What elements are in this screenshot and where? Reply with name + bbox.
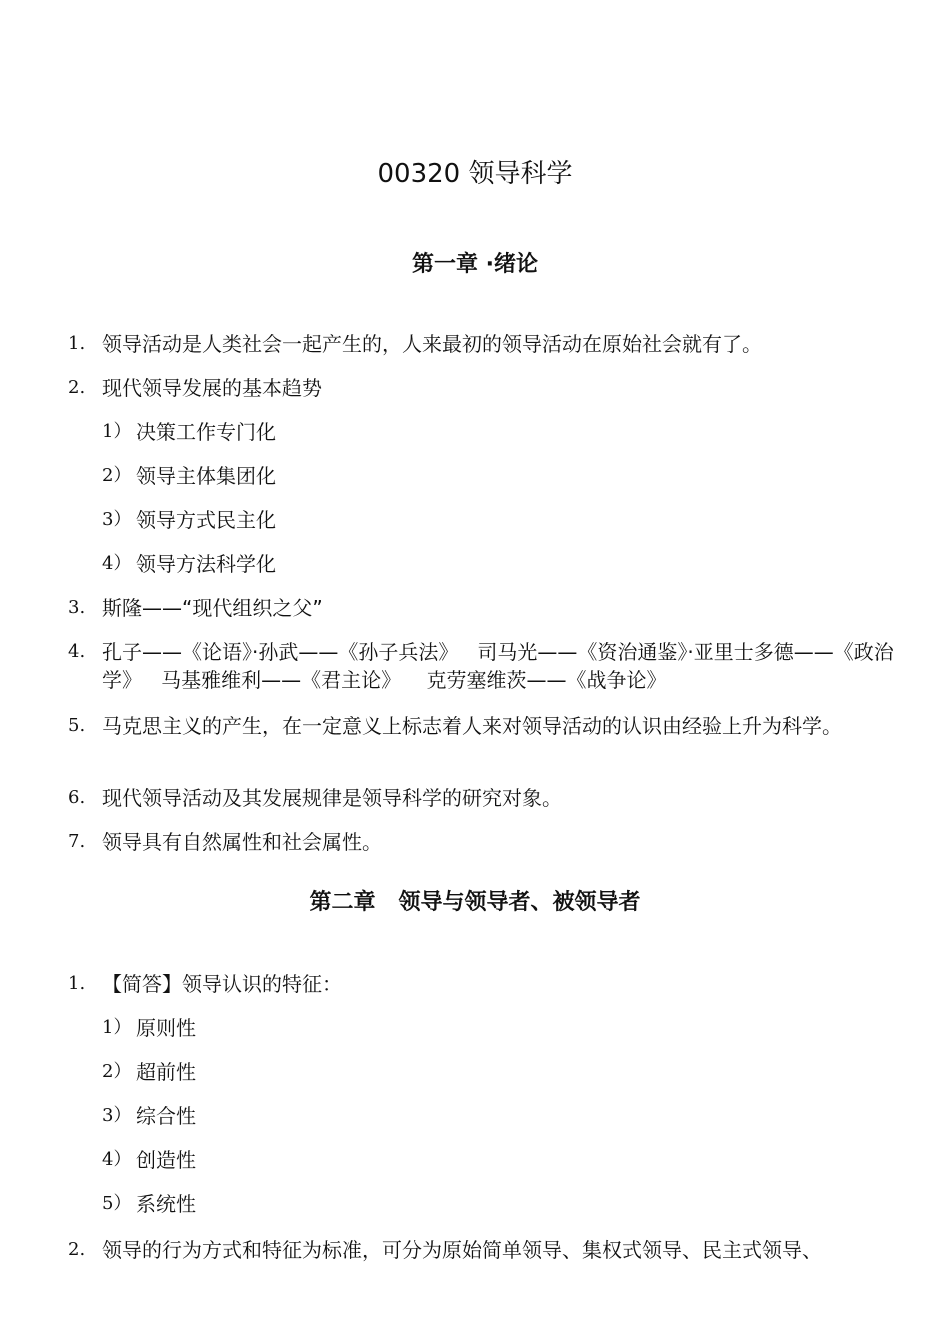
sub-item-number: 5） bbox=[102, 1193, 132, 1214]
sub-item-text: 创造性 bbox=[136, 1148, 196, 1172]
sub-item-number: 2） bbox=[102, 465, 132, 486]
item-text: 马克思主义的产生，在一定意义上标志着人来对领导活动的认识由经验上升为科学。 bbox=[102, 714, 842, 738]
list-item bbox=[68, 712, 898, 740]
sub-item-number: 3） bbox=[102, 509, 132, 530]
sub-item-text: 原则性 bbox=[136, 1016, 196, 1040]
list-item bbox=[68, 638, 898, 694]
item-text: 领导具有自然属性和社会属性。 bbox=[102, 830, 382, 854]
sub-item-text: 领导方式民主化 bbox=[136, 508, 276, 532]
sub-item-text: 领导方法科学化 bbox=[136, 552, 276, 576]
item-text: 领导活动是人类社会一起产生的，人来最初的领导活动在原始社会就有了。 bbox=[102, 332, 762, 356]
sub-item-number: 1） bbox=[102, 421, 132, 442]
sub-item-text: 超前性 bbox=[136, 1060, 196, 1084]
item-text: 领导的行为方式和特征为标准，可分为原始简单领导、集权式领导、民主式领导、 bbox=[102, 1238, 822, 1262]
item-number: 5. bbox=[68, 715, 86, 736]
item-number: 3. bbox=[68, 597, 86, 618]
sub-item-text: 领导主体集团化 bbox=[136, 464, 276, 488]
item-text: 【简答】领导认识的特征： bbox=[102, 972, 342, 996]
sub-list-item bbox=[102, 418, 882, 446]
sub-item-number: 4） bbox=[102, 1149, 132, 1170]
item-number: 2. bbox=[68, 1239, 86, 1260]
item-number: 1. bbox=[68, 333, 86, 354]
item-text: 现代领导发展的基本趋势 bbox=[102, 376, 322, 400]
sub-list-item bbox=[102, 550, 882, 578]
list-item bbox=[68, 784, 898, 812]
sub-item-number: 1） bbox=[102, 1017, 132, 1038]
page-title: 00320 领导科学 bbox=[377, 159, 573, 189]
chapter-2-title: 第二章 领导与领导者、被领导者 bbox=[309, 890, 641, 915]
item-number: 1. bbox=[68, 973, 86, 994]
item-text: 孔子——《论语》·孙武——《孙子兵法》 司马光——《资治通鉴》·亚里士多德——《政治学》 马基雅维利——《君主论》 克劳塞维茨——《战争论》 bbox=[102, 640, 894, 692]
sub-item-text: 综合性 bbox=[136, 1104, 196, 1128]
list-item bbox=[68, 1236, 898, 1264]
item-number: 2. bbox=[68, 377, 86, 398]
sub-list-item bbox=[102, 1146, 882, 1174]
sub-list-item bbox=[102, 1014, 882, 1042]
sub-item-number: 2） bbox=[102, 1061, 132, 1082]
list-item bbox=[68, 374, 898, 402]
item-number: 7. bbox=[68, 831, 86, 852]
sub-item-number: 3） bbox=[102, 1105, 132, 1126]
sub-item-text: 系统性 bbox=[136, 1192, 196, 1216]
sub-item-number: 4） bbox=[102, 553, 132, 574]
item-number: 6. bbox=[68, 787, 86, 808]
chapter-1-title: 第一章 ·绪论 bbox=[411, 252, 539, 277]
sub-item-text: 决策工作专门化 bbox=[136, 420, 276, 444]
item-number: 4. bbox=[68, 641, 86, 662]
item-text: 斯隆——“现代组织之父” bbox=[102, 596, 323, 620]
list-item bbox=[68, 970, 898, 998]
item-text: 现代领导活动及其发展规律是领导科学的研究对象。 bbox=[102, 786, 562, 810]
list-item bbox=[68, 828, 898, 856]
sub-list-item bbox=[102, 1102, 882, 1130]
list-item bbox=[68, 594, 898, 622]
sub-list-item bbox=[102, 506, 882, 534]
list-item bbox=[68, 330, 898, 358]
sub-list-item bbox=[102, 1190, 882, 1218]
sub-list-item bbox=[102, 1058, 882, 1086]
sub-list-item bbox=[102, 462, 882, 490]
